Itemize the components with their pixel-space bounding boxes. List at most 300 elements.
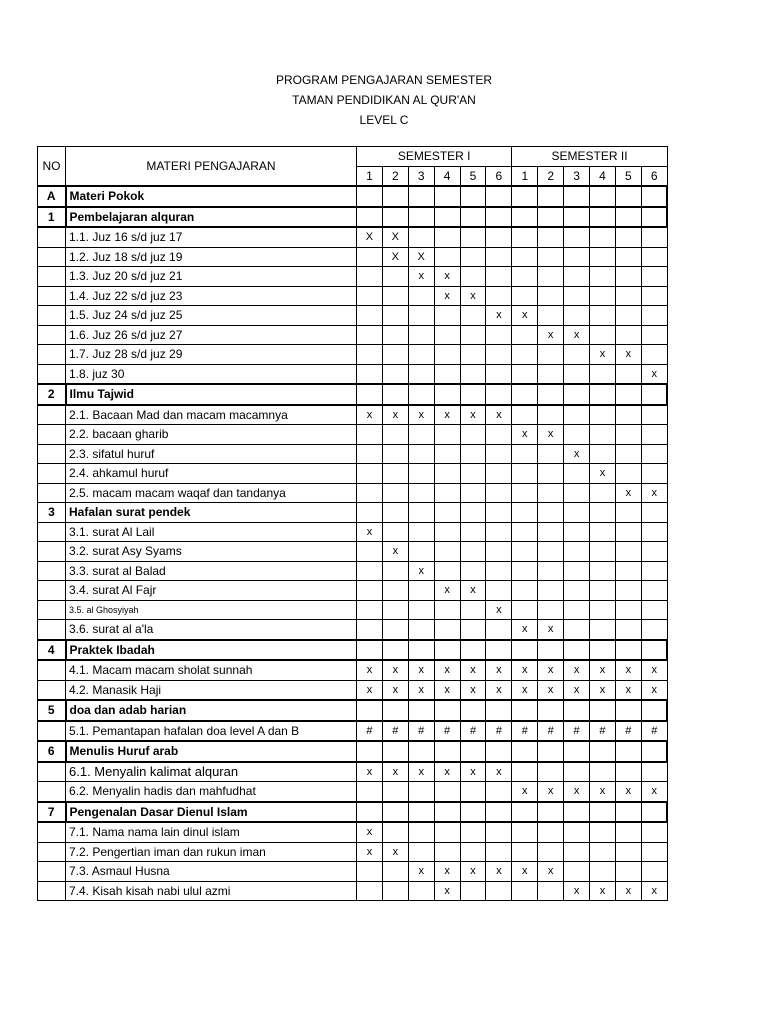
material-label: 1.5. Juz 24 s/d juz 25 [66, 306, 357, 326]
schedule-mark-cell [382, 741, 408, 762]
schedule-mark-cell [564, 503, 590, 523]
material-label: 6.1. Menyalin kalimat alquran [66, 762, 357, 782]
schedule-mark-cell [460, 620, 486, 640]
material-label: 1.8. juz 30 [66, 364, 357, 384]
header-semester-2: SEMESTER II [512, 147, 667, 167]
schedule-mark-cell: x [460, 660, 486, 680]
row-number [38, 881, 66, 901]
schedule-mark-cell [564, 802, 590, 823]
table-row [38, 444, 668, 464]
schedule-mark-cell: x [538, 425, 564, 445]
schedule-mark-cell: x [538, 325, 564, 345]
schedule-mark-cell: x [564, 660, 590, 680]
schedule-mark-cell: x [590, 881, 616, 901]
schedule-mark-cell [641, 640, 667, 661]
schedule-mark-cell [590, 227, 616, 247]
schedule-mark-cell [382, 483, 408, 503]
schedule-mark-cell [641, 384, 667, 405]
schedule-mark-cell: x [641, 881, 667, 901]
schedule-mark-cell: x [357, 660, 383, 680]
schedule-mark-cell: x [590, 464, 616, 484]
schedule-mark-cell [615, 762, 641, 782]
schedule-mark-cell [486, 802, 512, 823]
schedule-mark-cell: x [382, 842, 408, 862]
schedule-mark-cell [486, 207, 512, 228]
schedule-mark-cell [357, 267, 383, 287]
schedule-mark-cell [408, 700, 434, 721]
schedule-mark-cell [486, 464, 512, 484]
schedule-mark-cell [434, 444, 460, 464]
schedule-mark-cell [615, 425, 641, 445]
schedule-mark-cell: x [434, 286, 460, 306]
table-row [38, 306, 668, 326]
schedule-mark-cell: x [512, 660, 538, 680]
schedule-mark-cell [641, 741, 667, 762]
schedule-mark-cell: x [434, 267, 460, 287]
schedule-mark-cell [590, 700, 616, 721]
schedule-mark-cell [615, 802, 641, 823]
row-number [38, 345, 66, 365]
schedule-mark-cell [512, 542, 538, 562]
schedule-mark-cell [382, 384, 408, 405]
row-number: 3 [38, 503, 66, 523]
schedule-mark-cell: x [486, 762, 512, 782]
schedule-mark-cell [538, 267, 564, 287]
schedule-mark-cell [615, 600, 641, 620]
table-row [38, 600, 668, 620]
schedule-mark-cell [408, 186, 434, 207]
schedule-mark-cell [357, 345, 383, 365]
schedule-mark-cell [615, 207, 641, 228]
schedule-mark-cell: x [408, 405, 434, 425]
schedule-mark-cell [641, 822, 667, 842]
schedule-mark-cell [590, 306, 616, 326]
material-label: 3.6. surat al a'la [66, 620, 357, 640]
row-number [38, 842, 66, 862]
row-number [38, 227, 66, 247]
schedule-mark-cell [460, 364, 486, 384]
schedule-mark-cell [641, 842, 667, 862]
schedule-mark-cell [641, 581, 667, 601]
schedule-mark-cell [382, 782, 408, 802]
row-number [38, 444, 66, 464]
schedule-mark-cell: # [357, 721, 383, 742]
table-row [38, 700, 668, 721]
schedule-mark-cell [434, 325, 460, 345]
schedule-mark-cell [641, 620, 667, 640]
schedule-mark-cell [564, 267, 590, 287]
schedule-mark-cell [641, 405, 667, 425]
table-row [38, 364, 668, 384]
schedule-mark-cell: x [408, 660, 434, 680]
schedule-mark-cell: x [538, 862, 564, 882]
schedule-mark-cell: x [590, 782, 616, 802]
schedule-mark-cell [382, 600, 408, 620]
schedule-mark-cell [434, 247, 460, 267]
schedule-mark-cell [615, 522, 641, 542]
schedule-mark-cell [357, 364, 383, 384]
row-number [38, 364, 66, 384]
schedule-mark-cell [564, 822, 590, 842]
schedule-mark-cell: X [382, 247, 408, 267]
schedule-mark-cell [538, 364, 564, 384]
table-row [38, 862, 668, 882]
schedule-mark-cell [486, 444, 512, 464]
schedule-mark-cell [590, 286, 616, 306]
schedule-mark-cell [357, 425, 383, 445]
material-label: Menulis Huruf arab [66, 741, 357, 762]
schedule-mark-cell [486, 247, 512, 267]
schedule-mark-cell [564, 620, 590, 640]
schedule-mark-cell [590, 561, 616, 581]
schedule-mark-cell [460, 542, 486, 562]
schedule-mark-cell [590, 862, 616, 882]
schedule-mark-cell [434, 802, 460, 823]
schedule-mark-cell [538, 286, 564, 306]
table-row [38, 721, 668, 742]
schedule-mark-cell [538, 503, 564, 523]
schedule-mark-cell [512, 227, 538, 247]
schedule-mark-cell [408, 802, 434, 823]
schedule-mark-cell [486, 364, 512, 384]
schedule-mark-cell: x [590, 680, 616, 700]
header-no: NO [38, 147, 66, 187]
schedule-mark-cell: x [641, 680, 667, 700]
schedule-mark-cell [382, 503, 408, 523]
schedule-mark-cell [486, 325, 512, 345]
schedule-mark-cell [538, 542, 564, 562]
schedule-mark-cell: x [382, 660, 408, 680]
schedule-mark-cell [460, 640, 486, 661]
schedule-mark-cell [538, 444, 564, 464]
schedule-mark-cell: x [486, 306, 512, 326]
schedule-mark-cell [434, 364, 460, 384]
schedule-mark-cell [538, 483, 564, 503]
table-body [38, 186, 668, 901]
row-number [38, 680, 66, 700]
schedule-mark-cell [460, 325, 486, 345]
schedule-mark-cell [512, 762, 538, 782]
row-number [38, 267, 66, 287]
schedule-mark-cell [564, 862, 590, 882]
document-title [0, 70, 768, 130]
schedule-mark-cell [357, 207, 383, 228]
material-label: Pembelajaran alquran [66, 207, 357, 228]
schedule-mark-cell [434, 782, 460, 802]
schedule-mark-cell [434, 464, 460, 484]
schedule-mark-cell: x [641, 782, 667, 802]
schedule-mark-cell [538, 600, 564, 620]
schedule-mark-cell [434, 483, 460, 503]
schedule-mark-cell: x [382, 762, 408, 782]
schedule-mark-cell: x [486, 660, 512, 680]
schedule-mark-cell [357, 444, 383, 464]
schedule-mark-cell [590, 267, 616, 287]
schedule-mark-cell [512, 741, 538, 762]
schedule-mark-cell [408, 425, 434, 445]
table-row [38, 640, 668, 661]
material-label: 5.1. Pemantapan hafalan doa level A dan B [66, 721, 357, 742]
schedule-mark-cell: x [434, 881, 460, 901]
schedule-mark-cell [641, 306, 667, 326]
schedule-mark-cell [590, 542, 616, 562]
material-label: 1.1. Juz 16 s/d juz 17 [66, 227, 357, 247]
week-header-cell: 1 [357, 166, 383, 186]
schedule-mark-cell [460, 464, 486, 484]
schedule-mark-cell [538, 186, 564, 207]
schedule-mark-cell [615, 444, 641, 464]
table-row [38, 207, 668, 228]
schedule-mark-cell [382, 822, 408, 842]
schedule-mark-cell [564, 640, 590, 661]
row-number: 5 [38, 700, 66, 721]
schedule-mark-cell: # [408, 721, 434, 742]
material-label: 7.4. Kisah kisah nabi ulul azmi [66, 881, 357, 901]
table-row [38, 802, 668, 823]
schedule-mark-cell [486, 700, 512, 721]
schedule-mark-cell [590, 503, 616, 523]
schedule-mark-cell [357, 881, 383, 901]
schedule-mark-cell: x [357, 822, 383, 842]
schedule-mark-cell: x [564, 680, 590, 700]
schedule-mark-cell [408, 286, 434, 306]
material-label: 6.2. Menyalin hadis dan mahfudhat [66, 782, 357, 802]
schedule-mark-cell [512, 345, 538, 365]
material-label: Ilmu Tajwid [66, 384, 357, 405]
title-line-2: TAMAN PENDIDIKAN AL QUR'AN [292, 93, 476, 107]
schedule-mark-cell [408, 741, 434, 762]
row-number [38, 581, 66, 601]
schedule-mark-cell [408, 600, 434, 620]
schedule-mark-cell [538, 405, 564, 425]
schedule-mark-cell [408, 464, 434, 484]
schedule-mark-cell: x [564, 325, 590, 345]
schedule-mark-cell [512, 581, 538, 601]
schedule-mark-cell [564, 542, 590, 562]
schedule-mark-cell: x [615, 660, 641, 680]
table-row [38, 522, 668, 542]
schedule-mark-cell [641, 542, 667, 562]
schedule-mark-cell [434, 425, 460, 445]
schedule-mark-cell [408, 640, 434, 661]
table-row [38, 741, 668, 762]
schedule-mark-cell [538, 345, 564, 365]
row-number: 6 [38, 741, 66, 762]
schedule-mark-cell [641, 522, 667, 542]
material-label: 2.3. sifatul huruf [66, 444, 357, 464]
title-line-3: LEVEL C [359, 113, 409, 127]
schedule-mark-cell [590, 325, 616, 345]
schedule-mark-cell [590, 384, 616, 405]
schedule-mark-cell [357, 782, 383, 802]
material-label: 7.1. Nama nama lain dinul islam [66, 822, 357, 842]
schedule-mark-cell: # [382, 721, 408, 742]
schedule-mark-cell [408, 581, 434, 601]
schedule-mark-cell [486, 881, 512, 901]
material-label: Pengenalan Dasar Dienul Islam [66, 802, 357, 823]
row-number: 4 [38, 640, 66, 661]
schedule-mark-cell [590, 405, 616, 425]
row-number [38, 620, 66, 640]
row-number [38, 464, 66, 484]
schedule-mark-cell [512, 444, 538, 464]
schedule-mark-cell [538, 881, 564, 901]
schedule-mark-cell [641, 186, 667, 207]
table-row [38, 503, 668, 523]
week-header-cell: 1 [512, 166, 538, 186]
schedule-mark-cell [615, 286, 641, 306]
schedule-mark-cell [486, 286, 512, 306]
schedule-mark-cell [538, 384, 564, 405]
schedule-mark-cell [590, 822, 616, 842]
table-row [38, 227, 668, 247]
schedule-mark-cell [538, 464, 564, 484]
schedule-mark-cell: x [357, 680, 383, 700]
schedule-mark-cell [564, 522, 590, 542]
schedule-mark-cell [590, 186, 616, 207]
schedule-mark-cell: x [357, 762, 383, 782]
schedule-mark-cell [564, 364, 590, 384]
table-row [38, 660, 668, 680]
schedule-mark-cell [434, 741, 460, 762]
schedule-mark-cell [382, 561, 408, 581]
schedule-mark-cell [615, 267, 641, 287]
schedule-mark-cell [486, 822, 512, 842]
schedule-mark-cell [641, 444, 667, 464]
schedule-mark-cell [408, 345, 434, 365]
schedule-mark-cell [357, 640, 383, 661]
schedule-mark-cell [434, 384, 460, 405]
table-row [38, 325, 668, 345]
material-label: 2.5. macam macam waqaf dan tandanya [66, 483, 357, 503]
schedule-mark-cell [408, 483, 434, 503]
row-number [38, 425, 66, 445]
schedule-mark-cell: x [486, 405, 512, 425]
week-header-cell: 6 [641, 166, 667, 186]
schedule-mark-cell [564, 345, 590, 365]
material-label: Hafalan surat pendek [66, 503, 357, 523]
schedule-mark-cell [382, 186, 408, 207]
schedule-mark-cell [615, 842, 641, 862]
schedule-mark-cell [434, 600, 460, 620]
schedule-mark-cell [382, 325, 408, 345]
schedule-mark-cell [486, 620, 512, 640]
schedule-mark-cell: x [486, 862, 512, 882]
schedule-mark-cell: # [538, 721, 564, 742]
schedule-mark-cell [382, 620, 408, 640]
schedule-mark-cell [512, 881, 538, 901]
schedule-mark-cell [564, 762, 590, 782]
schedule-mark-cell [590, 483, 616, 503]
material-label: 4.1. Macam macam sholat sunnah [66, 660, 357, 680]
schedule-mark-cell [564, 581, 590, 601]
schedule-mark-cell [641, 862, 667, 882]
schedule-mark-cell: x [538, 680, 564, 700]
row-number [38, 762, 66, 782]
schedule-mark-cell: x [564, 881, 590, 901]
schedule-mark-cell: x [408, 762, 434, 782]
row-number [38, 660, 66, 680]
schedule-mark-cell [615, 822, 641, 842]
schedule-mark-cell [460, 425, 486, 445]
week-header-cell: 2 [538, 166, 564, 186]
schedule-mark-cell [486, 425, 512, 445]
schedule-mark-cell [564, 600, 590, 620]
schedule-mark-cell [538, 700, 564, 721]
schedule-mark-cell [615, 700, 641, 721]
schedule-mark-cell [641, 762, 667, 782]
schedule-mark-cell [382, 881, 408, 901]
schedule-mark-cell [460, 741, 486, 762]
schedule-mark-cell: x [538, 782, 564, 802]
schedule-mark-cell [486, 842, 512, 862]
schedule-mark-cell [590, 207, 616, 228]
schedule-mark-cell [564, 405, 590, 425]
table-row [38, 620, 668, 640]
schedule-mark-cell: x [512, 782, 538, 802]
material-label: 3.1. surat Al Lail [66, 522, 357, 542]
schedule-mark-cell [615, 640, 641, 661]
schedule-mark-cell: x [460, 762, 486, 782]
schedule-mark-cell: x [615, 680, 641, 700]
schedule-mark-cell [538, 247, 564, 267]
schedule-mark-cell [357, 862, 383, 882]
week-header-cell: 5 [615, 166, 641, 186]
schedule-mark-cell: x [590, 660, 616, 680]
schedule-mark-cell [408, 306, 434, 326]
schedule-mark-cell [382, 444, 408, 464]
row-number [38, 286, 66, 306]
material-label: 1.4. Juz 22 s/d juz 23 [66, 286, 357, 306]
week-header-cell: 6 [486, 166, 512, 186]
schedule-mark-cell [408, 881, 434, 901]
schedule-mark-cell: x [615, 483, 641, 503]
schedule-mark-cell [512, 186, 538, 207]
schedule-mark-cell [615, 561, 641, 581]
schedule-mark-cell [460, 802, 486, 823]
schedule-mark-cell [460, 503, 486, 523]
table-row [38, 842, 668, 862]
schedule-mark-cell [641, 464, 667, 484]
schedule-mark-cell [408, 364, 434, 384]
table-row [38, 542, 668, 562]
schedule-mark-cell [615, 306, 641, 326]
row-number [38, 306, 66, 326]
schedule-mark-cell [382, 581, 408, 601]
schedule-mark-cell [357, 600, 383, 620]
week-header-cell: 4 [434, 166, 460, 186]
schedule-mark-cell [460, 345, 486, 365]
schedule-mark-cell [460, 600, 486, 620]
schedule-mark-cell [460, 384, 486, 405]
schedule-mark-cell [590, 842, 616, 862]
schedule-mark-cell: x [512, 425, 538, 445]
table-row [38, 247, 668, 267]
schedule-mark-cell [564, 464, 590, 484]
schedule-mark-cell [564, 227, 590, 247]
schedule-mark-cell: x [434, 762, 460, 782]
table-row [38, 680, 668, 700]
row-number [38, 822, 66, 842]
schedule-mark-cell [538, 207, 564, 228]
row-number [38, 483, 66, 503]
schedule-mark-cell: # [615, 721, 641, 742]
material-label: 1.2. Juz 18 s/d juz 19 [66, 247, 357, 267]
schedule-mark-cell: x [408, 561, 434, 581]
schedule-mark-cell [538, 306, 564, 326]
schedule-mark-cell [590, 581, 616, 601]
schedule-mark-cell [460, 881, 486, 901]
